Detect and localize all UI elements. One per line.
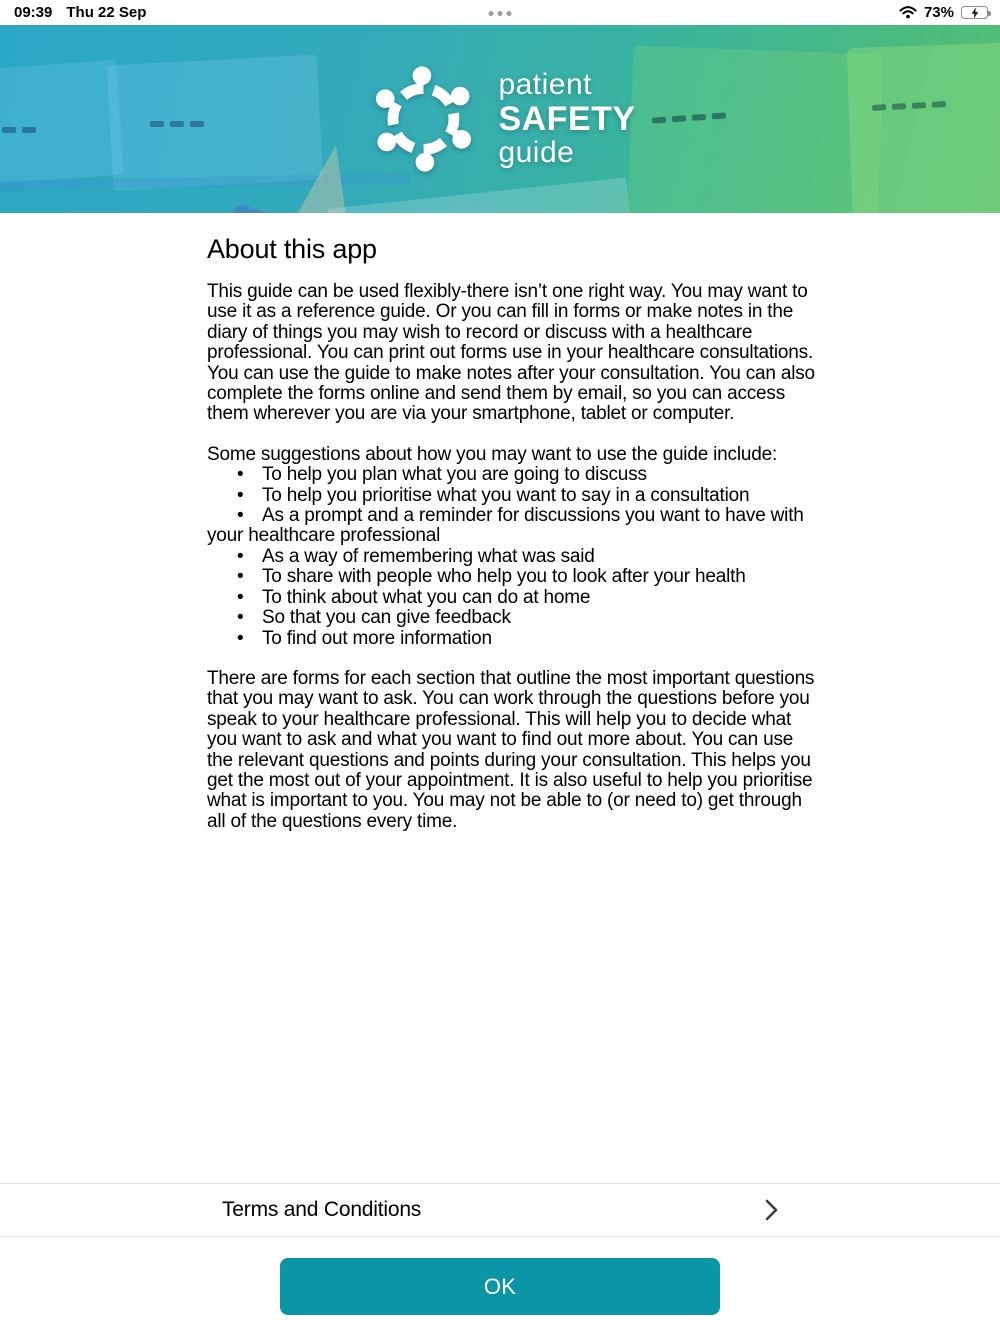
charging-bolt-icon [971,7,979,18]
pillbox-label-marks [150,121,204,127]
pillbox-shape [627,46,884,213]
list-item: • To help you prioritise what you want to say in a consultation [207,486,817,506]
logo-line-guide: guide [498,136,575,169]
app-logo [364,60,635,178]
ellipsis-icon [489,11,512,16]
status-date: Thu 22 Sep [66,4,147,21]
list-item: • As a way of remembering what was said [207,547,817,567]
status-time: 09:39 [14,4,53,21]
list-item: • To help you plan what you are going to discuss [207,465,817,485]
suggestions-intro: Some suggestions about how you may want to use the guide include: [207,443,778,465]
pillbox-shape [847,42,1000,213]
list-item: • As a prompt and a reminder for discussions you want to have with your healthcare professional [207,506,817,547]
logo-line-safety: SAFETY [498,100,636,138]
header-banner [0,25,1000,213]
battery-percent-label: 73% [923,4,954,21]
people-circle-logo-icon [364,60,482,178]
about-paragraph-1: This guide can be used flexibly-there isn’t one right way. You may want to use it as a reference guide. Or you can fill in forms or make notes in the diary of things you may wish to record or discuss with a healthcare professional. You can print out forms use in your healthcare consultations. You can use the guide to make notes after your consultation. You can also complete the forms online and send them by email, so you can access them wherever you are via your smartphone, tablet or computer. [207,281,815,425]
status-bar [0,0,1000,25]
terms-and-conditions-row[interactable] [0,1183,1000,1237]
pillbox-shape [0,60,124,185]
terms-label: Terms and Conditions [222,1198,422,1221]
status-right [899,4,988,21]
logo-wordmark [498,70,635,168]
suggestions-list [207,465,817,649]
list-item: • To think about what you can do at home [207,588,817,608]
status-left [14,4,146,21]
list-item: • To share with people who help you to look after your health [207,567,817,587]
ok-button[interactable]: OK [280,1258,720,1315]
wifi-icon [899,6,917,19]
chevron-right-icon [765,1199,778,1221]
about-section [207,234,817,852]
pillbox-shape [107,55,323,191]
page-title: About this app [207,234,377,264]
pillbox-label-marks [2,127,36,133]
logo-line-patient: patient [498,68,593,101]
list-item: • To find out more information [207,629,817,649]
battery-charging-icon [961,6,988,19]
list-item: • So that you can give feedback [207,608,817,628]
about-paragraph-2: There are forms for each section that outline the most important questions that you may want to ask. You can work through the questions before you speak to your healthcare professional. This will help you to decide what you want to ask and what you want to find out more about. You can use the relevant questions and points during your consultation. This helps you get the most out of your appointment. It is also useful to help you prioritise what is important to you. You may not be able to (or need to) get through all of the questions every time. [207,667,815,832]
